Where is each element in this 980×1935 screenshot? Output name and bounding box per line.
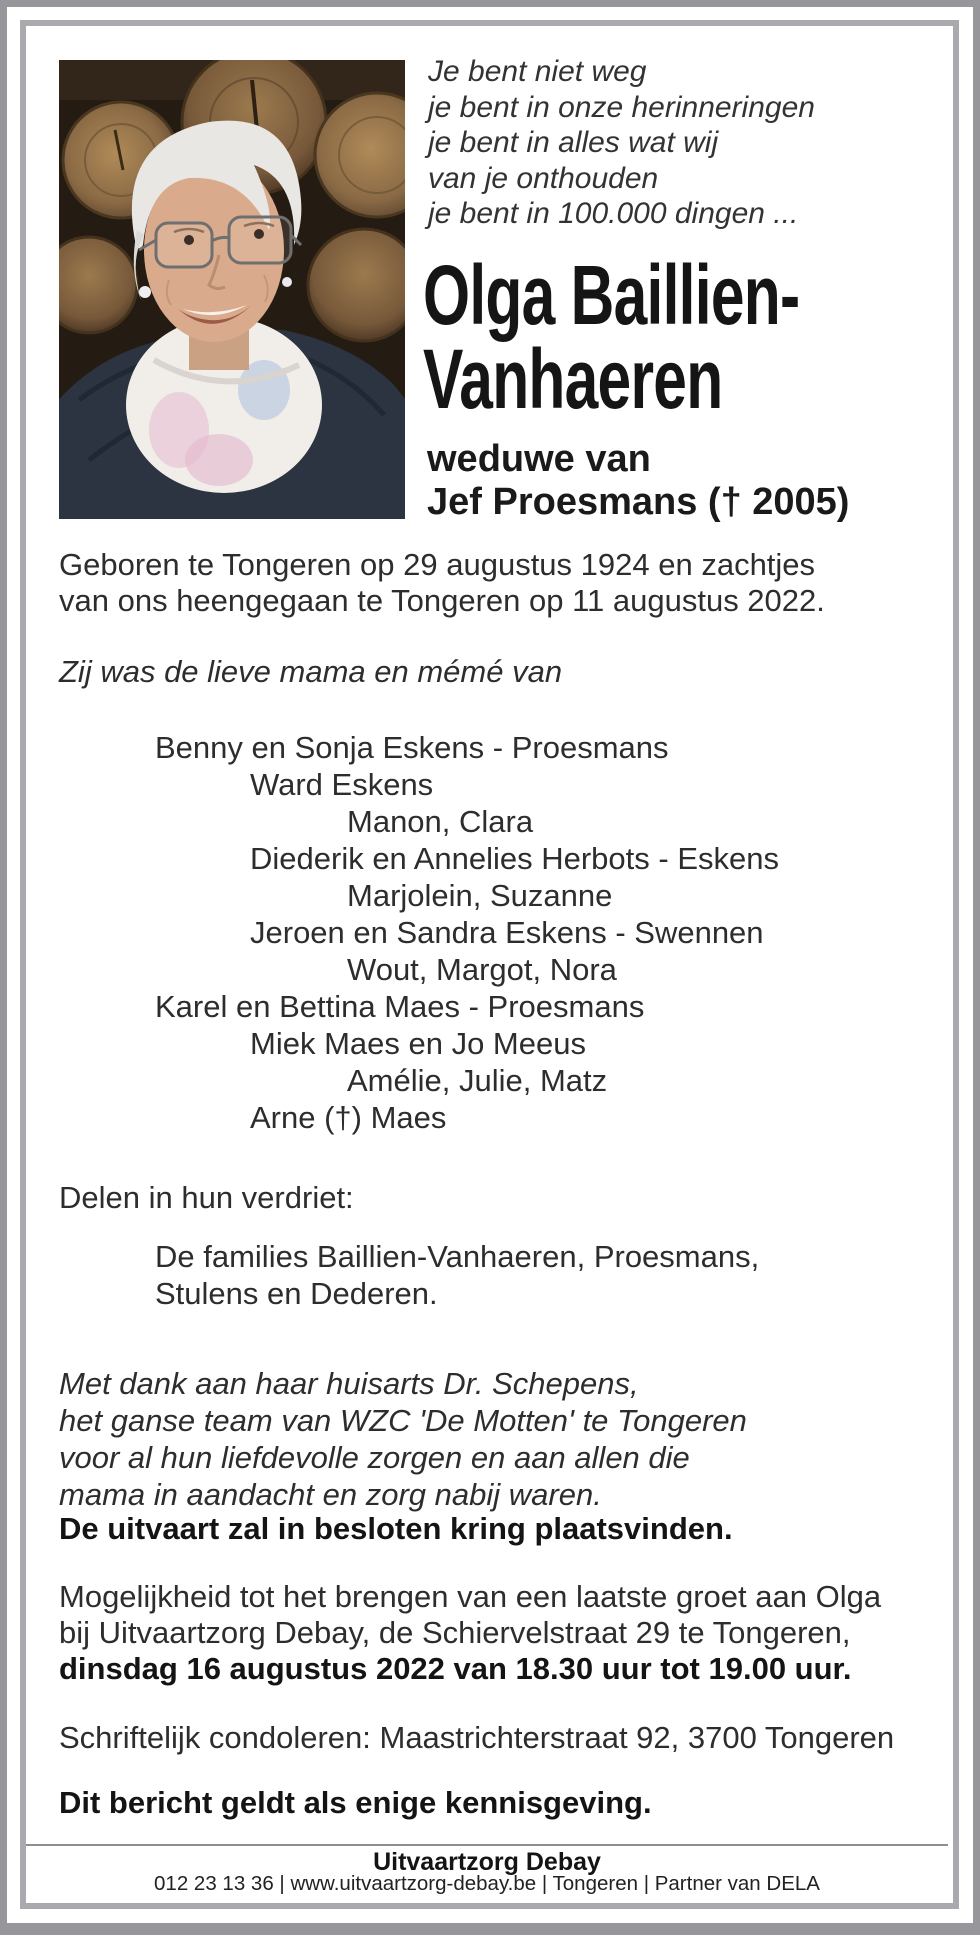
written-condolence-line: Schriftelijk condoleren: Maastrichterstraat 92, 3700 Tongeren <box>59 1720 895 1755</box>
poem-line: je bent in onze herinneringen <box>428 90 815 124</box>
thanks-line3: voor al hun liefdevolle zorgen en aan allen die <box>59 1440 690 1475</box>
deceased-name-line2: Vanhaeren <box>423 332 723 426</box>
deceased-name-line1: Olga Baillien- <box>423 248 800 342</box>
visitation-datetime: dinsdag 16 augustus 2022 van 18.30 uur tot 19.00 uur. <box>59 1651 852 1686</box>
visitation-line1: Mogelijkheid tot het brengen van een laatste groet aan Olga <box>59 1579 882 1614</box>
family-intro: Zij was de lieve mama en mémé van <box>59 654 563 689</box>
poem-line: je bent in alles wat wij <box>428 126 719 159</box>
deceased-name <box>423 248 800 426</box>
thanks-line4: mama in aandacht en zorg nabij waren. <box>59 1477 602 1512</box>
funeral-home-contact: 012 23 13 36 | www.uitvaartzorg-debay.be | Tongeren | Partner van DELA <box>154 1872 820 1895</box>
widow-of <box>427 438 849 524</box>
widow-of-line1: weduwe van <box>427 438 651 480</box>
family-list <box>59 729 779 1136</box>
visitation-paragraph <box>59 1579 881 1687</box>
family-row: Karel en Bettina Maes - Proesmans <box>155 989 645 1024</box>
family-row: Arne (†) Maes <box>250 1100 447 1135</box>
condolence-heading: Delen in hun verdriet: <box>59 1180 354 1215</box>
families-line1: De families Baillien-Vanhaeren, Proesmans, <box>155 1239 760 1274</box>
family-row: Jeroen en Sandra Eskens - Swennen <box>250 915 764 950</box>
private-funeral-notice: De uitvaart zal in besloten kring plaatsvinden. <box>59 1511 733 1546</box>
sole-notice-line: Dit bericht geldt als enige kennisgeving. <box>59 1785 652 1820</box>
families-line2: Stulens en Dederen. <box>155 1276 438 1311</box>
birth-death-paragraph <box>59 547 825 619</box>
family-row: Wout, Margot, Nora <box>347 952 617 987</box>
funeral-home-name: Uitvaartzorg Debay <box>373 1848 601 1876</box>
visitation-line2: bij Uitvaartzorg Debay, de Schiervelstraat 29 te Tongeren, <box>59 1615 851 1650</box>
family-row: Amélie, Julie, Matz <box>347 1063 608 1098</box>
poem-line: je bent in 100.000 dingen ... <box>428 197 799 230</box>
birth-death-line2: van ons heengegaan te Tongeren op 11 augustus 2022. <box>59 583 825 618</box>
family-row: Diederik en Annelies Herbots - Eskens <box>250 841 779 876</box>
family-row: Manon, Clara <box>347 804 534 839</box>
poem-line: van je onthouden <box>428 161 659 195</box>
widow-of-line2: Jef Proesmans († 2005) <box>427 481 850 523</box>
family-row: Benny en Sonja Eskens - Proesmans <box>155 730 669 765</box>
portrait-photo <box>59 60 405 519</box>
memorial-poem <box>428 54 815 232</box>
poem-line: Je bent niet weg <box>428 55 647 88</box>
thanks-line1: Met dank aan haar huisarts Dr. Schepens, <box>59 1366 639 1401</box>
family-row: Ward Eskens <box>250 767 434 802</box>
family-row: Marjolein, Suzanne <box>347 878 613 913</box>
thanks-line2: het ganse team van WZC 'De Motten' te Tongeren <box>59 1403 747 1438</box>
families-paragraph <box>155 1238 759 1312</box>
thanks-paragraph <box>59 1365 747 1513</box>
birth-death-line1: Geboren te Tongeren op 29 augustus 1924 en zachtjes <box>59 547 816 582</box>
family-row: Miek Maes en Jo Meeus <box>250 1026 586 1061</box>
